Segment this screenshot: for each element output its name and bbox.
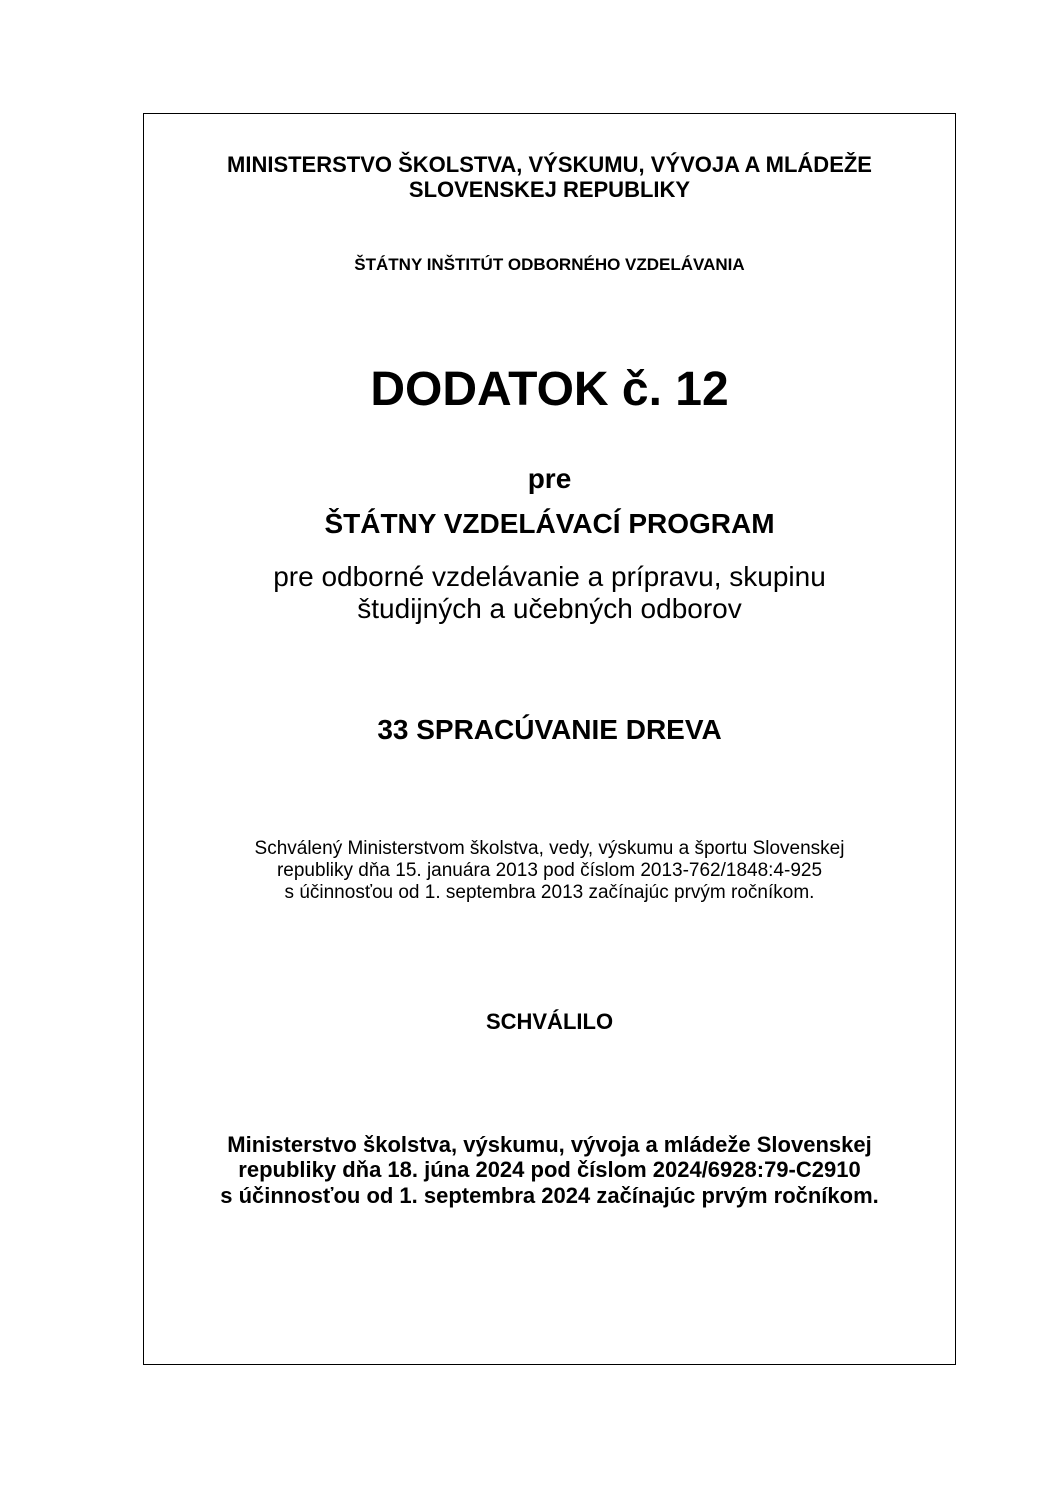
program-description-line1: pre odborné vzdelávanie a prípravu, skupinu [273,561,826,592]
new-approval-line1: Ministerstvo školstva, výskumu, vývoja a mládeže Slovenskej [227,1132,872,1157]
institute-name: ŠTÁTNY INŠTITÚT ODBORNÉHO VZDELÁVANIA [354,255,745,274]
approved-heading: SCHVÁLILO [485,1009,614,1034]
original-approval-line1: Schválený Ministerstvom školstva, vedy, výskumu a športu Slovenskej [254,838,845,859]
program-description [143,561,956,625]
pre-label: pre [527,463,572,494]
document-title: DODATOK č. 12 [370,363,729,416]
ministry-heading-line2: SLOVENSKEJ REPUBLIKY [408,177,691,203]
ministry-heading [143,152,956,203]
original-approval-line3: s účinnosťou od 1. septembra 2013 začínajúc prvým ročníkom. [284,881,815,903]
new-approval-line2: republiky dňa 18. júna 2024 pod číslom 2024/6928:79-C2910 [238,1157,861,1183]
ministry-heading-line1: MINISTERSTVO ŠKOLSTVA, VÝSKUMU, VÝVOJA A MLÁDEŽE [227,152,872,177]
new-approval-line3: s účinnosťou od 1. septembra 2024 začínajúc prvým ročníkom. [220,1182,879,1208]
original-approval-line2: republiky dňa 15. januára 2013 pod číslom 2013-762/1848:4-925 [276,859,823,881]
original-approval-text [143,838,956,904]
new-approval-text [143,1132,956,1208]
program-name: ŠTÁTNY VZDELÁVACÍ PROGRAM [324,508,775,539]
study-group: 33 SPRACÚVANIE DREVA [377,714,722,745]
program-description-line2: študijných a učebných odborov [357,593,742,625]
